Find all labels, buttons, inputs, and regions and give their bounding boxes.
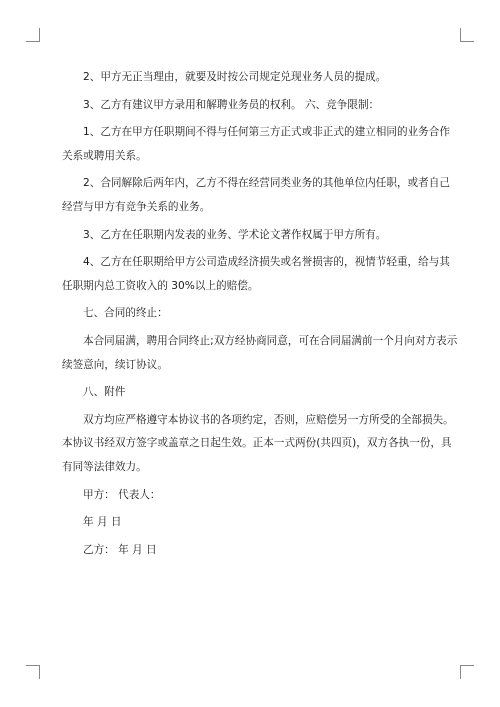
signature-date: 年 月 日 (83, 516, 122, 529)
section-heading: 七、合同的终止： (83, 307, 168, 320)
clause-line: 经营与甲方有竞争关系的业务。 (62, 200, 211, 213)
signature-party-b: 乙方： 年 月 日 (83, 543, 157, 556)
clause-line: 有同等法律效力。 (62, 460, 147, 473)
clause-line: 1、乙方在甲方任职期间不得与任何第三方正式或非正式的建立相同的业务合作 (83, 126, 450, 139)
clause-line: 2、甲方无正当理由，就要及时按公司规定兑现业务人员的提成。 (83, 71, 387, 83)
clause-line: 4、乙方在任职期给甲方公司造成经济损失或名誉损害的，视情节轻重，给与其 (83, 256, 450, 269)
clause-line: 关系或聘用关系。 (62, 149, 147, 162)
section-heading: 八、附件 (83, 386, 126, 399)
clause-line: 任职期内总工资收入的 30%以上的赔偿。 (62, 279, 259, 292)
document-body (62, 66, 458, 562)
clause-line: 本协议书经双方签字或盖章之日起生效。正本一式两份(共四页)，双方各执一份，具 (62, 437, 452, 450)
clause-line: 2、合同解除后两年内，乙方不得在经营同类业务的其他单位内任职，或者自己 (83, 177, 450, 190)
clause-line: 3、乙方在任职期内发表的业务、学术论文著作权属于甲方所有。 (83, 228, 387, 241)
clause-line: 本合同届满，聘用合同终止;双方经协商同意，可在合同届满前一个月向对方表示 (83, 334, 458, 347)
clause-line: 3、乙方有建议甲方录用和解聘业务员的权利。 六、竞争限制： (83, 98, 380, 111)
clause-line: 续签意向，续订协议。 (62, 358, 168, 371)
clause-line: 双方均应严格遵守本协议书的各项约定，否则，应赔偿另一方所受的全部损失。 (83, 413, 454, 426)
signature-party-a: 甲方： 代表人： (83, 488, 161, 501)
